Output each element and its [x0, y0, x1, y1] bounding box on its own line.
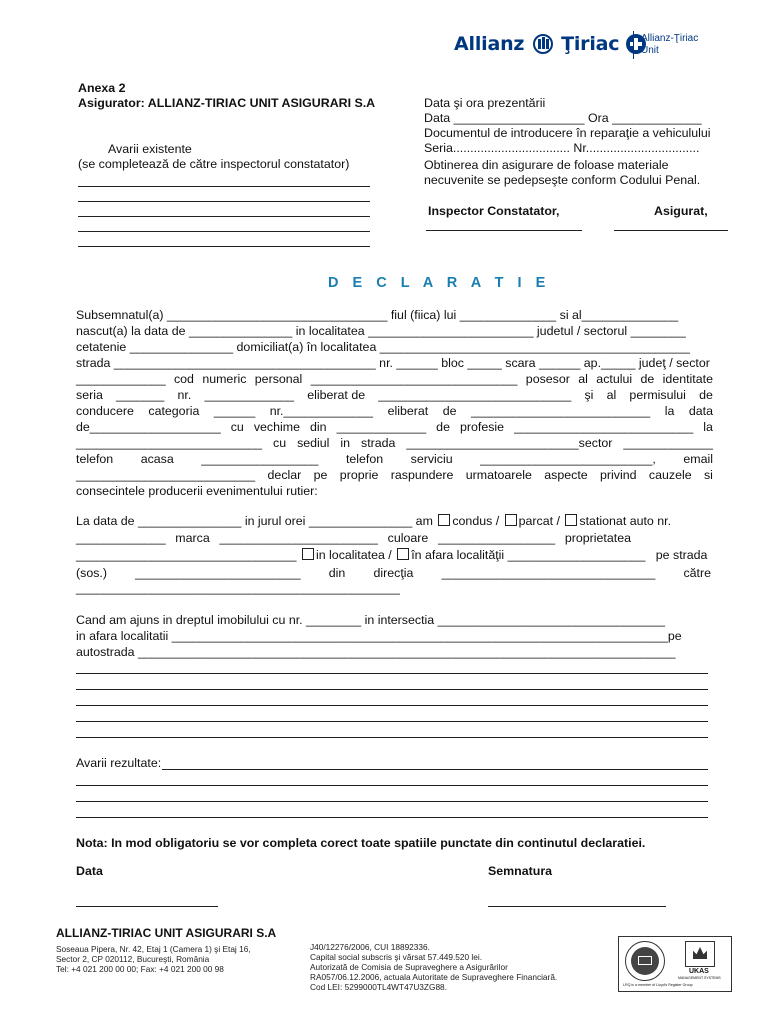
- declaration-word: cetatenie _______________ domiciliat(a) în localitatea _____________________________________________: [76, 340, 690, 354]
- declaration-word: acasa: [140, 452, 174, 466]
- logo-text-allianz: Allianz: [454, 33, 525, 55]
- declaration-line[interactable]: [76, 484, 318, 499]
- declaration-word: strada ______________________________________ nr. ______ bloc _____ scara ______ ap._____ judeţ / sector: [76, 356, 710, 370]
- declaration-word: categoria: [148, 404, 200, 418]
- declaration-word: direcţia: [373, 566, 414, 580]
- declaration-word: de: [442, 404, 457, 418]
- declaration-word: telefon: [345, 452, 384, 466]
- parked-checkbox[interactable]: [505, 514, 517, 526]
- street-label: pe strada: [655, 548, 708, 562]
- allianz-logo: [454, 33, 646, 55]
- declaration-word: la: [664, 404, 675, 418]
- narrative-line[interactable]: [76, 721, 708, 722]
- declaration-word: in: [340, 436, 351, 450]
- sign-date-line[interactable]: [76, 906, 218, 907]
- in-locality-checkbox[interactable]: [302, 548, 314, 560]
- declaration-word: actului: [596, 372, 633, 386]
- footer-reg-4: RA057/06.12.2006, actuala Autoritate de Supraveghere Financiară.: [310, 972, 558, 982]
- damage-result-line[interactable]: [162, 769, 708, 770]
- penal-warning-line2: necuvenite se pedepseşte conform Codului Penal.: [424, 173, 701, 187]
- declaration-word: nr._____________: [269, 404, 374, 418]
- declaration-word: consecintele producerii evenimentului rutier:: [76, 484, 318, 498]
- footer-reg-1: J40/12276/2006, CUI 18892336.: [310, 942, 430, 952]
- ukas-crown-icon: [685, 941, 715, 967]
- signature-line[interactable]: [488, 906, 666, 907]
- declaration-word: __________________________: [76, 468, 256, 482]
- arrival-line-1[interactable]: Cand am ajuns in dreptul imobilului cu nr. ________ in intersectia _________________________________: [76, 613, 666, 627]
- declaration-word: _________________: [201, 452, 319, 466]
- out-locality-checkbox[interactable]: [397, 548, 409, 560]
- declaration-word: ____________________________: [378, 388, 572, 402]
- narrative-line[interactable]: [76, 737, 708, 738]
- arrival-line-3[interactable]: autostrada ______________________________________________________________________________: [76, 645, 676, 659]
- certification-box: [618, 936, 732, 992]
- insured-signature-line[interactable]: [614, 230, 728, 231]
- inspector-signature-line[interactable]: [426, 230, 582, 231]
- declaration-word: _____________: [623, 436, 713, 450]
- declaration-word: email: [683, 452, 713, 466]
- declaration-word: _____________: [76, 372, 166, 386]
- declaration-title: D E C L A R A T I E: [328, 275, 551, 291]
- declaration-word: marca: [175, 531, 210, 545]
- insured-label: Asigurat,: [654, 204, 708, 218]
- existing-damage-line[interactable]: [78, 186, 370, 187]
- damage-result-line[interactable]: [76, 785, 708, 786]
- declaration-word: culoare: [387, 531, 429, 545]
- existing-damage-note: (se completează de către inspectorul constatator): [78, 157, 350, 171]
- declaration-word: ______: [213, 404, 256, 418]
- penal-warning-line1: Obtinerea din asigurare de foloase materiale: [424, 158, 669, 172]
- declaration-line[interactable]: [76, 468, 713, 483]
- footer-reg-2: Capital social subscris şi vărsat 57.449.520 lei.: [310, 952, 483, 962]
- declaration-word: eliberat: [387, 404, 429, 418]
- direction-row: [76, 566, 711, 581]
- brand-unit-line1: Allianz-Ţiriac: [641, 33, 699, 44]
- declaration-line[interactable]: [76, 436, 713, 451]
- footer-address-3: Tel: +4 021 200 00 00; Fax: +4 021 200 00 98: [56, 964, 224, 974]
- declaration-word: nr.: [177, 388, 192, 402]
- signature-label: Semnatura: [488, 864, 553, 878]
- declaration-word: data: [688, 404, 713, 418]
- declaration-word: (sos.): [76, 566, 107, 580]
- declaration-word: personal: [254, 372, 303, 386]
- declaration-line[interactable]: [76, 388, 713, 403]
- declaration-word: raspundere: [390, 468, 454, 482]
- stationed-checkbox[interactable]: [565, 514, 577, 526]
- location-row: [76, 548, 707, 563]
- declaration-line[interactable]: [76, 404, 713, 419]
- declaration-word: de: [699, 388, 713, 402]
- declaration-word: către: [683, 566, 711, 580]
- declaration-word: permisului: [629, 388, 686, 402]
- existing-damage-line[interactable]: [78, 201, 370, 202]
- declaration-word: telefon: [76, 452, 114, 466]
- existing-damage-line[interactable]: [78, 231, 370, 232]
- stationed-label: stationat auto nr.: [579, 514, 672, 528]
- declaration-word: eliberat de: [307, 388, 366, 402]
- parked-label: parcat /: [518, 514, 560, 528]
- out-locality-label: în afara localităţii ____________________: [411, 548, 646, 562]
- footer-company: ALLIANZ-TIRIAC UNIT ASIGURARI S.A: [56, 926, 277, 940]
- presentation-title: Data şi ora prezentării: [424, 96, 546, 110]
- arrival-line-2[interactable]: in afara localitatii ________________________________________________________________________pe: [76, 629, 682, 643]
- sign-date-label: Data: [76, 864, 103, 878]
- declaration-word: cu: [273, 436, 287, 450]
- declaration-word: proprietatea: [564, 531, 631, 545]
- repair-document-label: Documentul de introducere în reparaţie a vehiculului: [424, 126, 711, 140]
- declaration-line[interactable]: [76, 356, 710, 371]
- declaration-word: cod: [173, 372, 194, 386]
- declaration-word: _______________________: [219, 531, 378, 545]
- declaration-line[interactable]: [76, 372, 713, 387]
- logo-divider: [633, 31, 634, 59]
- lrqa-note: LRQ is a member of Lloyd's Register Group: [623, 983, 693, 987]
- declaration-word: Subsemnatul(a) ________________________________ fiul (fiica) lui ______________ si al______________: [76, 308, 679, 322]
- in-locality-label: in localitatea /: [315, 548, 392, 562]
- narrative-line[interactable]: [76, 689, 708, 690]
- declaration-word: al: [578, 372, 588, 386]
- declaration-word: şi: [584, 388, 594, 402]
- narrative-line[interactable]: [76, 705, 708, 706]
- declaration-word: strada: [361, 436, 396, 450]
- driven-checkbox[interactable]: [438, 514, 450, 526]
- declaration-line[interactable]: [76, 340, 690, 355]
- declaration-word: numeric: [202, 372, 247, 386]
- declaration-line[interactable]: [76, 452, 713, 467]
- narrative-line[interactable]: [76, 673, 708, 674]
- existing-damage-line[interactable]: [78, 246, 370, 247]
- damage-result-line[interactable]: [76, 817, 708, 818]
- direction-continuation-field[interactable]: _______________________________________________: [76, 581, 400, 595]
- declaration-word: vechime: [253, 420, 300, 434]
- declaration-word: pe: [313, 468, 328, 482]
- declaration-word: declar: [267, 468, 302, 482]
- declaration-word: cu: [230, 420, 244, 434]
- declaration-word: ______________________________: [310, 372, 518, 386]
- declaration-line[interactable]: [76, 308, 678, 323]
- declaration-word: cauzele: [648, 468, 692, 482]
- declaration-word: profesie: [459, 420, 505, 434]
- declaration-word: _______: [116, 388, 165, 402]
- declaration-word: privind: [600, 468, 637, 482]
- declaration-word: _________________________sector: [406, 436, 613, 450]
- declaration-word: _______________________________: [441, 566, 656, 580]
- declaration-word: din: [310, 420, 327, 434]
- declaration-word: posesor: [525, 372, 570, 386]
- presentation-date-field[interactable]: Data ___________________ Ora _____________: [424, 111, 702, 125]
- owner-field[interactable]: ________________________________: [76, 548, 297, 562]
- declaration-word: sediul: [297, 436, 330, 450]
- declaration-word: aspecte: [544, 468, 588, 482]
- inspector-label: Inspector Constatator,: [428, 204, 560, 218]
- declaration-word: _____________: [76, 531, 166, 545]
- declaration-word: din: [328, 566, 346, 580]
- declaration-line[interactable]: [76, 324, 686, 339]
- declaration-line[interactable]: [76, 420, 713, 435]
- accident-time-fields[interactable]: La data de _______________ in jurul orei _______________ am: [76, 514, 433, 528]
- lrqa-seal-icon: [625, 941, 665, 981]
- declaration-word: _________________________,: [480, 452, 656, 466]
- declaration-word: de: [436, 420, 450, 434]
- ukas-label: UKAS: [689, 968, 709, 975]
- declaration-word: al: [606, 388, 617, 402]
- declaration-word: la: [703, 420, 713, 434]
- driven-label: condus /: [452, 514, 500, 528]
- declaration-word: conducere: [76, 404, 134, 418]
- declaration-word: de___________________: [76, 420, 221, 434]
- declaration-word: serviciu: [410, 452, 453, 466]
- allianz-eagle-icon: [533, 34, 553, 54]
- accident-time-row: [76, 514, 671, 529]
- declaration-word: si: [703, 468, 713, 482]
- declaration-word: _____________: [204, 388, 295, 402]
- declaration-word: _________________: [437, 531, 556, 545]
- existing-damage-title: Avarii existente: [108, 142, 192, 156]
- ukas-sub-label: MANAGEMENT SYSTEMS: [678, 976, 721, 980]
- annex-label: Anexa 2: [78, 81, 126, 95]
- damage-result-line[interactable]: [76, 801, 708, 802]
- insurer-label: Asigurator: ALLIANZ-TIRIAC UNIT ASIGURARI S.A: [78, 96, 376, 110]
- declaration-word: proprie: [339, 468, 379, 482]
- damage-result-label: Avarii rezultate:: [76, 756, 162, 770]
- footer-address-1: Soseaua Pipera, Nr. 42, Etaj 1 (Camera 1) şi Etaj 16,: [56, 944, 251, 954]
- footer-reg-5: Cod LEI: 5299000TL4WT47U3ZG88.: [310, 982, 447, 992]
- vehicle-row: [76, 531, 631, 546]
- declaration-word: seria: [76, 388, 103, 402]
- footer-reg-3: Autorizată de Comisia de Supraveghere a Asigurărilor: [310, 962, 508, 972]
- declaration-word: _____________: [336, 420, 427, 434]
- declaration-word: nascut(a) la data de _______________ in localitatea ________________________ judetul / sectorul ________: [76, 324, 686, 338]
- declaration-word: urmatoarele: [465, 468, 532, 482]
- mandatory-note: Nota: In mod obligatoriu se vor completa corect toate spatiile punctate din continutul declaratiei.: [76, 836, 646, 850]
- repair-document-series-field[interactable]: Seria.................................. Nr.................................: [424, 141, 700, 155]
- declaration-word: ________________________: [135, 566, 301, 580]
- declaration-word: __________________________: [471, 404, 651, 418]
- existing-damage-line[interactable]: [78, 216, 370, 217]
- declaration-word: ___________________________: [76, 436, 263, 450]
- declaration-word: __________________________: [514, 420, 694, 434]
- declaration-word: de: [640, 372, 655, 386]
- logo-text-tiriac: Ţiriac: [561, 33, 620, 55]
- brand-unit-line2: Unit: [641, 45, 659, 56]
- declaration-word: identitate: [662, 372, 713, 386]
- footer-address-2: Sector 2, CP 020112, Bucureşti, România: [56, 954, 210, 964]
